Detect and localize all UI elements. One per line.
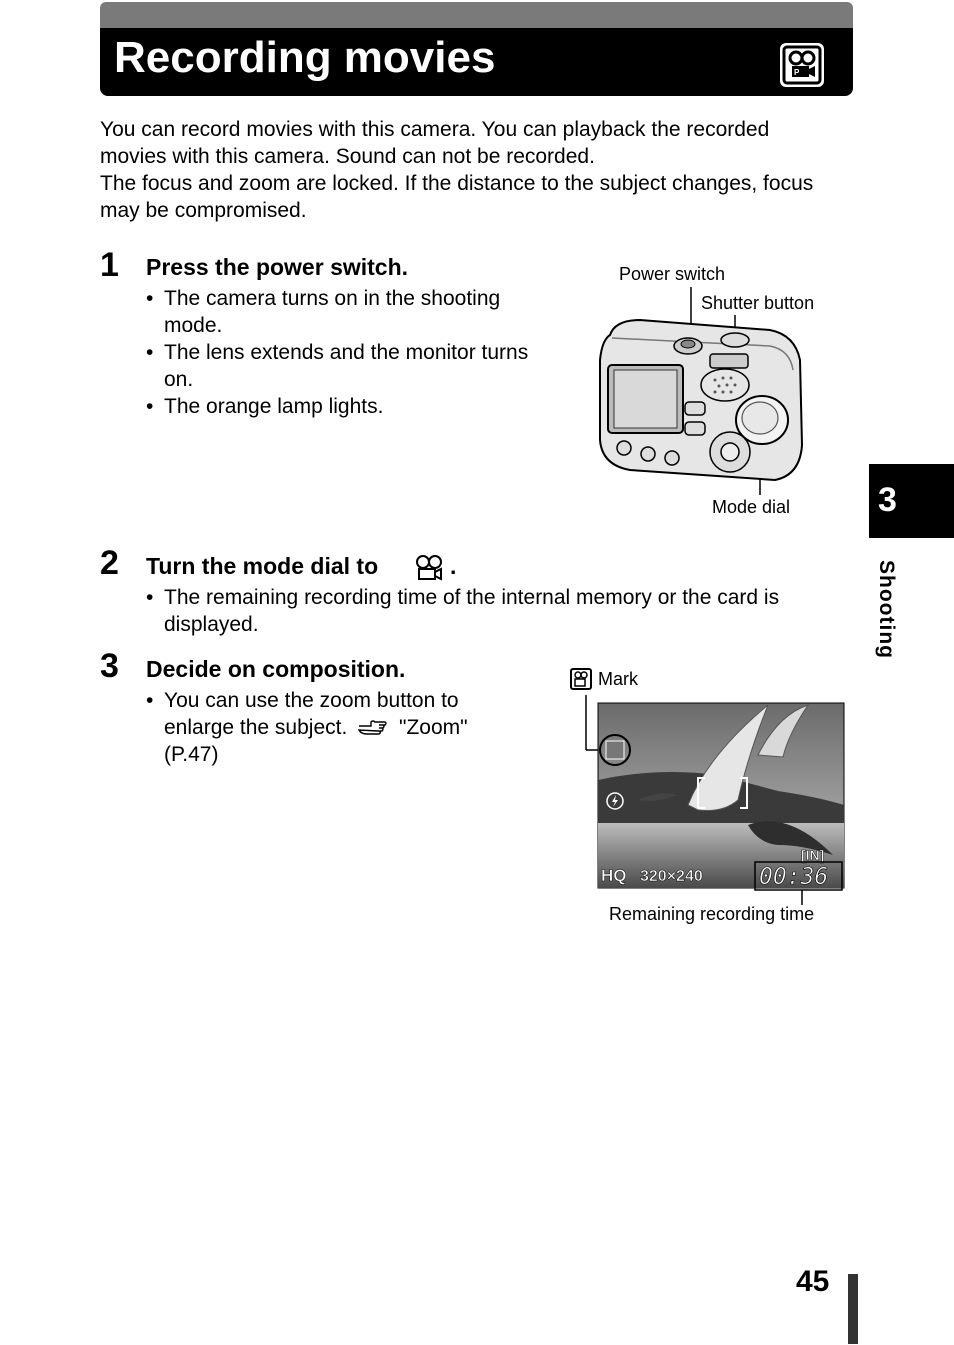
intro-text <box>100 116 860 224</box>
step-3-bullets <box>146 687 506 768</box>
intro-line: may be compromised. <box>100 199 307 222</box>
step-title: Decide on composition. <box>146 656 406 682</box>
resolution-indicator: 320×240 <box>640 868 703 885</box>
page-number-bar <box>848 1274 858 1344</box>
step-2-bullets <box>146 584 846 638</box>
chapter-number: 3 <box>878 481 897 519</box>
mark-label: Mark <box>598 669 638 689</box>
remaining-time: 00:36 <box>759 864 829 890</box>
step-title-end: . <box>450 553 457 579</box>
intro-line: The focus and zoom are locked. If the distance to the subject changes, focus <box>100 172 814 195</box>
bullet-text: You can use the zoom button to enlarge the subject. <box>164 689 459 739</box>
reference-hand-icon <box>357 717 389 737</box>
step-1-bullets <box>146 285 546 420</box>
step-number: 3 <box>100 647 119 685</box>
movie-mode-icon <box>570 668 592 690</box>
page-title: Recording movies <box>114 33 496 82</box>
camera-illustration <box>590 280 820 495</box>
bullet-item: • The camera turns on in the shooting mode. <box>146 285 546 339</box>
power-switch-label: Power switch <box>619 264 726 284</box>
intro-line: movies with this camera. Sound can not be recorded. <box>100 145 595 168</box>
bullet-item: • The remaining recording time of the internal memory or the card is displayed. <box>146 584 846 638</box>
bullet-item: • The lens extends and the monitor turns on. <box>146 339 546 393</box>
header-top-band <box>100 2 853 30</box>
monitor-illustration <box>578 695 848 920</box>
bullet-item: • The orange lamp lights. <box>146 393 546 420</box>
movie-mode-icon <box>413 554 445 582</box>
shutter-button-label: Shutter button <box>701 293 815 313</box>
step-title: Turn the mode dial to <box>146 553 379 579</box>
memory-indicator: [IN] <box>801 847 825 863</box>
page-reference[interactable]: "Zoom" (P.47) <box>164 716 468 766</box>
step-number: 2 <box>100 544 119 582</box>
quality-indicator: HQ <box>601 866 627 885</box>
section-label <box>855 560 915 660</box>
step-number: 1 <box>100 246 119 284</box>
svg-text:P: P <box>794 68 800 77</box>
bullet-item <box>146 687 506 768</box>
mode-dial-label: Mode dial <box>712 497 791 517</box>
intro-line: You can record movies with this camera. You can playback the recorded <box>100 118 770 141</box>
movie-mode-icon <box>779 42 825 88</box>
page-number: 45 <box>796 1265 830 1298</box>
section-text: Shooting <box>875 560 898 659</box>
remaining-time-label: Remaining recording time <box>609 904 815 924</box>
step-title: Press the power switch. <box>146 254 409 280</box>
